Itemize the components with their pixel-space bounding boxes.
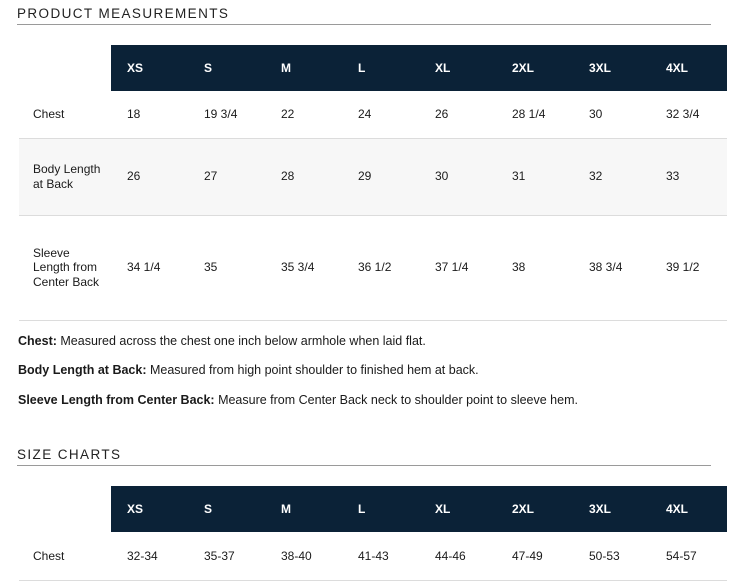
note-sleeve-length [18,393,578,407]
table-row [19,532,727,580]
note-body-length [18,363,479,377]
size-header-xs: XS [111,45,188,91]
note-text: Measure from Center Back neck to shoulder point to sleeve hem. [214,393,578,407]
table-cell: 30 [573,91,650,138]
table-cell: 44-46 [419,532,496,580]
header-corner-cell [19,486,111,532]
size-header-m: M [265,486,342,532]
table-cell: 39 1/2 [650,215,727,320]
table-cell: 35 3/4 [265,215,342,320]
table-cell: 32 3/4 [650,91,727,138]
table-cell: 35 [188,215,265,320]
table-cell: 38 [496,215,573,320]
size-header-xs: XS [111,486,188,532]
table-cell: 37 1/4 [419,215,496,320]
table-cell: 19 3/4 [188,91,265,138]
table-row [19,138,727,215]
table-cell: 33 [650,138,727,215]
table-cell: 34 1/4 [111,215,188,320]
table-cell: 38-40 [265,532,342,580]
note-text: Measured from high point shoulder to finished hem at back. [146,363,479,377]
table-row [19,215,727,320]
table-cell: 31 [496,138,573,215]
size-header-l: L [342,45,419,91]
size-charts-table [19,486,727,581]
size-header-l: L [342,486,419,532]
table-cell: 28 1/4 [496,91,573,138]
table-cell: 32-34 [111,532,188,580]
size-header-m: M [265,45,342,91]
table-cell: 27 [188,138,265,215]
table-cell: 26 [419,91,496,138]
note-term: Chest: [18,334,57,348]
product-measurements-table [19,45,727,321]
row-label-sleeve-length: Sleeve Length from Center Back [19,215,111,320]
size-header-3xl: 3XL [573,45,650,91]
table-cell: 32 [573,138,650,215]
note-text: Measured across the chest one inch below armhole when laid flat. [56,334,426,348]
size-charts-title: SIZE CHARTS [17,447,711,466]
size-header-s: S [188,45,265,91]
size-header-2xl: 2XL [496,486,573,532]
table-cell: 28 [265,138,342,215]
table-cell: 41-43 [342,532,419,580]
table-cell: 26 [111,138,188,215]
size-header-3xl: 3XL [573,486,650,532]
note-term: Sleeve Length from Center Back: [18,393,215,407]
table-cell: 24 [342,91,419,138]
product-measurements-title: PRODUCT MEASUREMENTS [17,6,711,25]
size-header-2xl: 2XL [496,45,573,91]
size-header-xl: XL [419,45,496,91]
table-cell: 35-37 [188,532,265,580]
table-cell: 38 3/4 [573,215,650,320]
table-cell: 29 [342,138,419,215]
table-cell: 18 [111,91,188,138]
table-cell: 30 [419,138,496,215]
size-header-s: S [188,486,265,532]
row-label-chest: Chest [19,91,111,138]
row-label-body-length: Body Length at Back [19,138,111,215]
table-cell: 54-57 [650,532,727,580]
note-term: Body Length at Back: [18,363,147,377]
size-header-4xl: 4XL [650,45,727,91]
note-chest [18,334,426,348]
table-row [19,91,727,138]
table-cell: 22 [265,91,342,138]
table-cell: 50-53 [573,532,650,580]
table-cell: 47-49 [496,532,573,580]
size-charts-header-row [19,486,727,532]
size-header-xl: XL [419,486,496,532]
table-cell: 36 1/2 [342,215,419,320]
measurements-header-row [19,45,727,91]
header-corner-cell [19,45,111,91]
row-label-chest: Chest [19,532,111,580]
size-header-4xl: 4XL [650,486,727,532]
